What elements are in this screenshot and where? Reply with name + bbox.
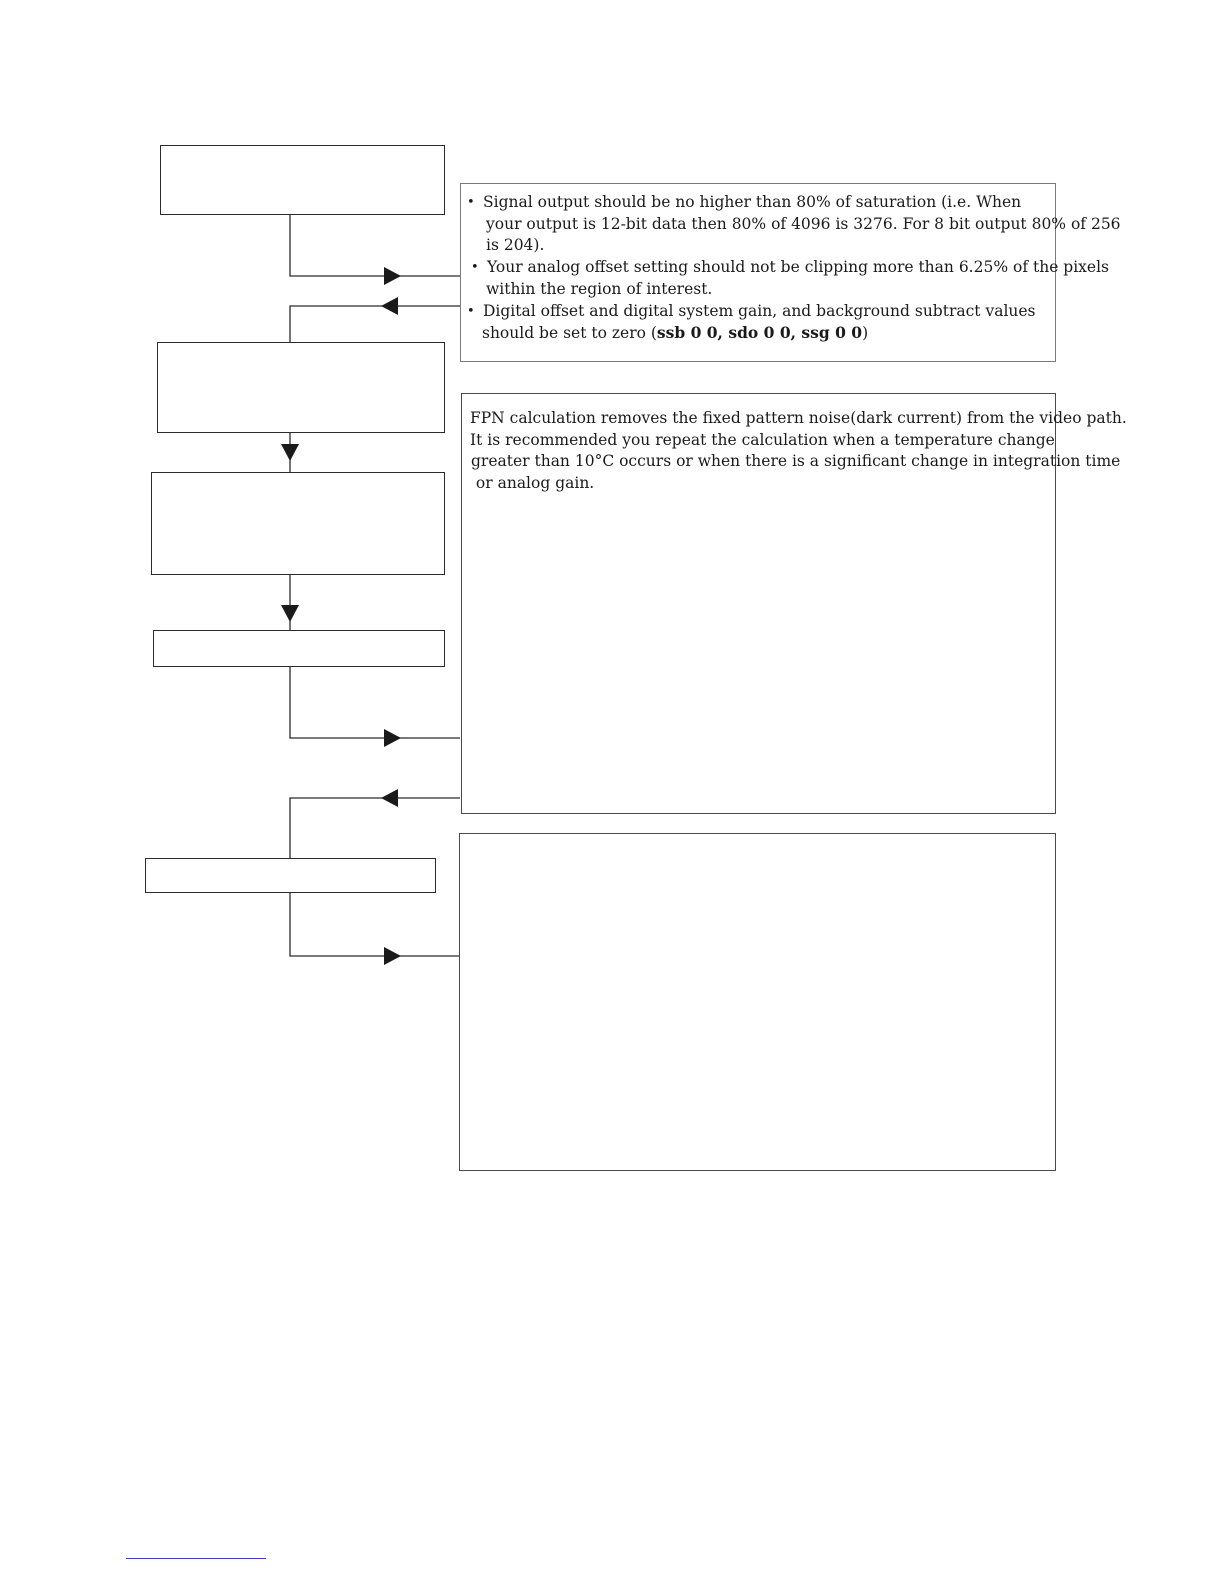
footnote-rule	[126, 1558, 266, 1559]
bullet-1-line-2: your output is 12-bit data then 80% of 4096 is 3276. For 8 bit output 80% of 256	[486, 215, 1121, 233]
note-fpn-calculation	[461, 393, 1127, 814]
arrowhead-left	[381, 789, 398, 807]
arrowhead-down	[281, 605, 299, 622]
connector-step4-to-note-fpn	[290, 667, 460, 738]
connector-step1-to-note-top	[290, 215, 460, 276]
bullet-3-line-2-suffix: )	[862, 324, 869, 342]
bullet-icon: •	[467, 304, 475, 319]
bullet-2-line-1: Your analog offset setting should not be clipping more than 6.25% of the pixels	[487, 258, 1109, 276]
process-step-5	[145, 858, 436, 893]
bullet-2-line-2: within the region of interest.	[486, 280, 713, 298]
connector-note-top-to-step2	[290, 306, 460, 342]
arrowhead-down	[281, 444, 299, 461]
fpn-line-1: FPN calculation removes the fixed pattern noise(dark current) from the video path.	[470, 409, 1127, 427]
connector-note-fpn-to-step5	[290, 798, 460, 858]
fpn-line-4: or analog gain.	[471, 474, 595, 492]
arrowhead-right	[384, 267, 401, 285]
bullet-3-line-2-prefix: should be set to zero (	[482, 324, 657, 342]
note-settings	[460, 183, 1121, 362]
process-step-2	[157, 342, 445, 433]
command-values: ssb 0 0, sdo 0 0, ssg 0 0	[656, 323, 863, 342]
bullet-1-line-3: is 204).	[486, 236, 545, 254]
arrowhead-right	[384, 947, 401, 965]
note-bottom	[459, 833, 1056, 1171]
connector-step5-to-note-bottom	[290, 893, 460, 956]
bullet-3-line-1: Digital offset and digital system gain, and background subtract values	[483, 302, 1036, 320]
process-step-4	[153, 630, 445, 667]
fpn-line-2: It is recommended you repeat the calculation when a temperature change	[470, 431, 1055, 449]
arrowhead-left	[381, 297, 398, 315]
process-step-3	[151, 472, 445, 575]
arrowhead-right	[384, 729, 401, 747]
bullet-3-line-2	[482, 322, 868, 345]
process-step-1	[160, 145, 445, 215]
bullet-icon: •	[471, 260, 479, 275]
bullet-icon: •	[467, 195, 475, 210]
bullet-1-line-1: Signal output should be no higher than 80% of saturation (i.e. When	[483, 193, 1022, 211]
fpn-line-3: greater than 10°C occurs or when there is a significant change in integration time	[471, 452, 1121, 470]
